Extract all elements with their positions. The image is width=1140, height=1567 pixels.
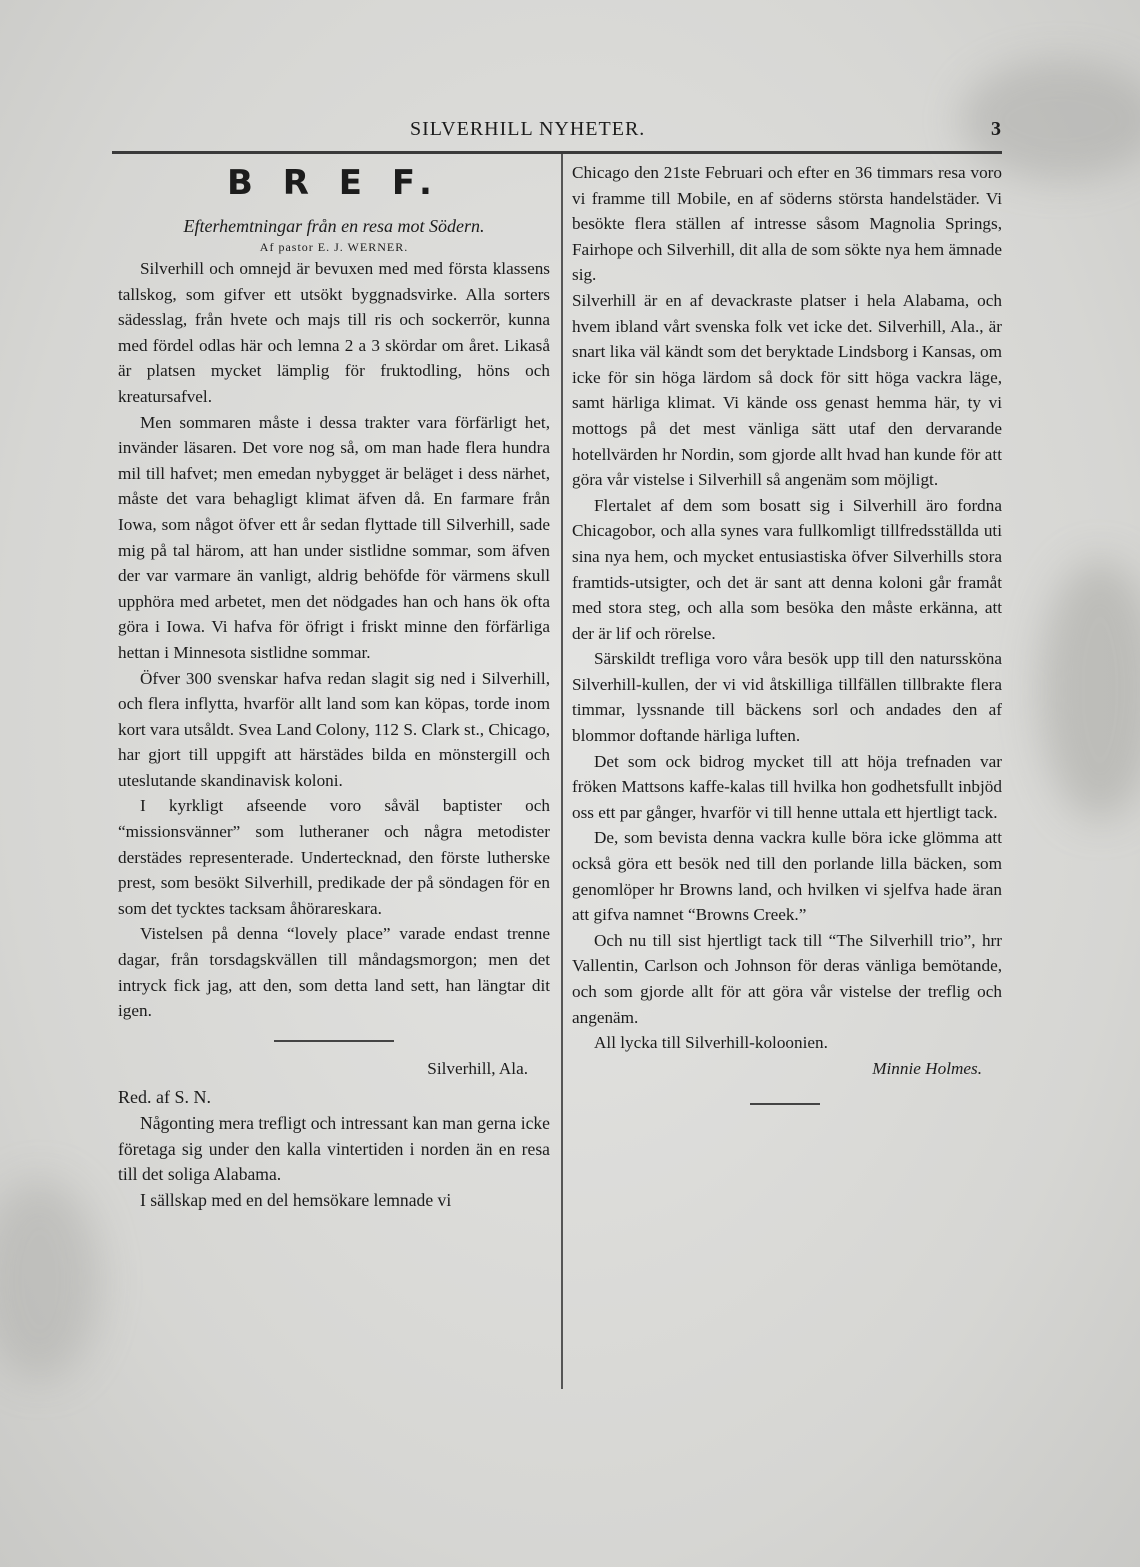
column-divider xyxy=(561,154,563,1389)
article-title: B R E F. xyxy=(227,163,441,203)
letter-paragraph: De, som bevista denna vackra kulle böra icke glömma att också göra ett besök ned till den porlande lilla bäcken, som genomlöper hr Browns land, och hvilken vi sjelfva hade äran att gifva namnet “Browns Creek.” xyxy=(572,828,1002,925)
header-rule xyxy=(112,151,1002,154)
letter-paragraph: Någonting mera trefligt och intressant kan man gerna icke företaga sig under den kalla vintertiden i norden än en resa till det soliga Alabama. xyxy=(118,1113,550,1185)
letter-paragraph: Flertalet af dem som bosatt sig i Silverhill äro fordna Chicagobor, och alla synes vara fullkomligt tillfredsställda uti sina nya hem, och mycket entusiastiska öfver Silverhills stora framtids-utsigter, och det är sant att denna koloni går framåt med stora steg, och alla som besöka den måste erkänna, att der är lif och rörelse. xyxy=(572,495,1002,643)
letter-paragraph: Det som ock bidrog mycket till att höja trefnaden var fröken Mattsons kaffe-kalas till hvilka hon godhetsfullt inbjöd oss ett par gånger, hvarför vi till henne uttala ett hjertligt tack. xyxy=(572,751,1002,822)
letter-paragraph: I sällskap med en del hemsökare lemnade vi xyxy=(140,1189,452,1210)
letter-paragraph: Och nu till sist hjertligt tack till “The Silverhill trio”, hrr Vallentin, Carlson och Johnson för deras vänliga bemötande, och som gjorde allt för att göra vår vistelse der treflig och angenäm. xyxy=(572,930,1002,1027)
article-paragraph: I kyrkligt afseende voro såväl baptister och “missionsvänner” som lutheraner och några metodister derstädes representerade. Undertecknad, den förste lutherske prest, som besökt Silverhill, predikade der på söndagen för en som det tycktes tacksam åhörareskara. xyxy=(118,796,550,918)
article-paragraph: Öfver 300 svenskar hafva redan slagit sig ned i Silverhill, och flera inflytta, hvarför allt land som kan köpas, torde inom kort vara utsåldt. Svea Land Colony, 112 S. Clark st., Chicago, har gjort till uppgift att härstädes bilda en mönstergill och uteslutande skandinavisk koloni. xyxy=(118,668,550,790)
right-column xyxy=(572,160,1002,1105)
page-header xyxy=(112,118,1002,152)
letter-signature: Minnie Holmes. xyxy=(872,1058,982,1078)
section-divider xyxy=(274,1040,394,1042)
page-number: 3 xyxy=(991,118,1002,140)
article-subtitle: Efterhemtningar från en resa mot Södern. xyxy=(183,216,485,236)
letter-paragraph: Särskildt trefliga voro våra besök upp till den naturssköna Silverhill-kullen, der vi vid åtskilliga tillfällen tillbrakte flera timmar, lyssnande till bäckens sorl och andades den af blommor doftande härliga luften. xyxy=(572,649,1002,746)
left-column xyxy=(118,160,550,1213)
letter-paragraph: Chicago den 21ste Februari och efter en 36 timmars resa voro vi framme till Mobile, en af söderns största handelstäder. Vi besökte flera ställen af intresse såsom Magnolia Springs, Fairhope och Silverhill, dit alla de som sökte nya hem ämnade sig. xyxy=(572,163,1002,285)
letter-paragraph: All lycka till Silverhill-koloonien. xyxy=(594,1033,828,1053)
article-byline: Af pastor E. J. WERNER. xyxy=(259,240,409,254)
article-paragraph: Men sommaren måste i dessa trakter vara förfärligt het, invänder läsaren. Det vore nog så, om man hade flera hundra mil till hafvet; men emedan nybygget är beläget i dess närhet, måste det vara behagligt klimat äfven då. En farmare från Iowa, som något öfver ett år sedan flyttade till Silverhill, sade mig på tal härom, att han under sistlidne sommar, som äfven der var varmare än vanligt, aldrig behöfde för värmens skull upphöra med arbetet, men det nödgades han och hans ök ofta göra i Iowa. Vi hafva för öfrigt i friskt minne den förfärliga hettan i Minnesota sistlidne sommar. xyxy=(118,412,550,662)
newspaper-title: SILVERHILL NYHETER. xyxy=(410,118,646,140)
paper-stain xyxy=(0,1180,100,1380)
end-divider xyxy=(750,1103,820,1105)
article-paragraph: Vistelsen på denna “lovely place” varade endast trenne dagar, från torsdagskvällen till måndagsmorgon; men det intryck fick jag, att den, som detta land sett, han längtar dit igen. xyxy=(118,924,550,1021)
letter-salutation: Red. af S. N. xyxy=(118,1087,211,1108)
letter-paragraph: Silverhill är en af devackraste platser i hela Alabama, och hvem ibland vårt svenska folk vet icke det. Silverhill, Ala., är snart lika väl kändt som det beryktade Lindsborg i Kansas, om icke för sin höga lärdom så dock för sitt höga vackra läge, samt härliga klimat. Vi kände oss genast hemma här, ty vi mottogs på det mest vänliga sätt utaf den dervarande hotellvärden hr Nordin, som gjorde allt hvad han kunde för att göra vår vistelse i Silverhill så angenäm som möjligt. xyxy=(572,290,1002,490)
paper-stain xyxy=(1040,560,1140,820)
letter-place: Silverhill, Ala. xyxy=(427,1058,528,1078)
article-paragraph: Silverhill och omnejd är bevuxen med med första klassens tallskog, som gifver ett utsökt byggnadsvirke. Alla sorters sädesslag, från hvete och majs till ris och sockerrör, kunna med fördel odlas här och lemna 2 a 3 skördar om året. Likaså är platsen mycket lämplig för fruktodling, höns och kreatursafvel. xyxy=(118,259,550,406)
